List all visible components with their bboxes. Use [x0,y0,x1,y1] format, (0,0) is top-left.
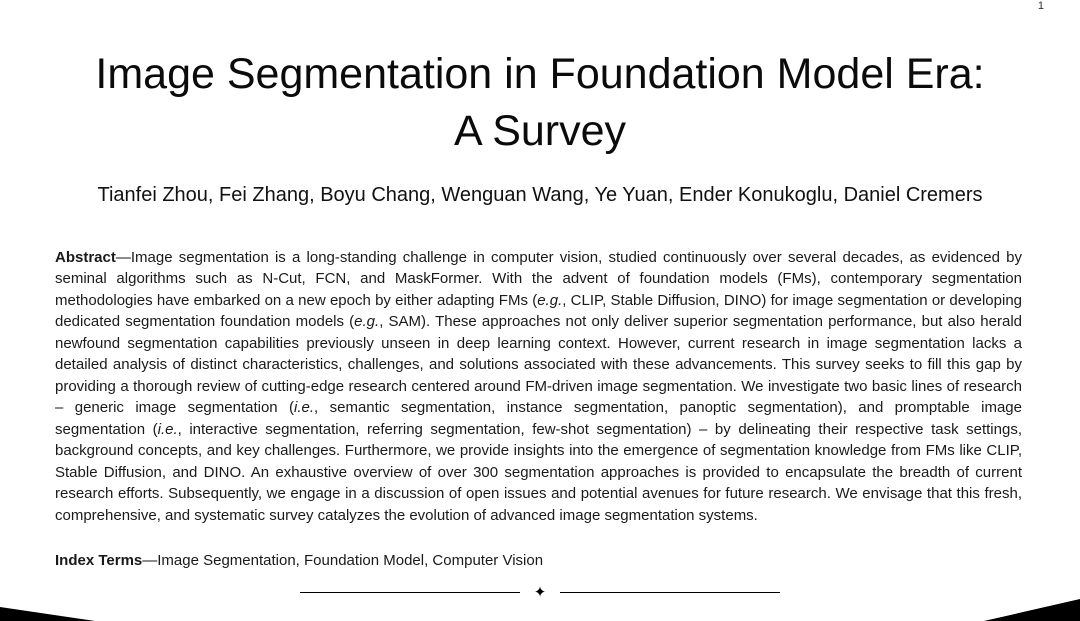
paper-title-line-1: Image Segmentation in Foundation Model Era: [95,50,985,98]
diamond-icon: ✦ [533,584,547,602]
authors-line: Tianfei Zhou, Fei Zhang, Boyu Chang, Wenguan Wang, Ye Yuan, Ender Konukoglu, Daniel Cremers [97,183,983,206]
page-number: 1 [1037,0,1044,12]
index-terms-line: Index Terms—Image Segmentation, Foundation Model, Computer Vision [55,552,544,570]
abstract-paragraph: Abstract—Image segmentation is a long-standing challenge in computer vision, studied continuously over several decades, as evidenced by seminal algorithms such as N-Cut, FCN, and MaskFormer. With the advent of foundation models (FMs), contemporary segmentation methodologies have embarked on a new epoch by either adapting FMs (e.g., CLIP, Stable Diffusion, DINO) for image segmentation or developing dedicated segmentation foundation models (e.g., SAM). These approaches not only deliver superior segmentation performance, but also herald newfound segmentation capabilities previously unseen in deep learning context. However, current research in image segmentation lacks a detailed analysis of distinct characteristics, challenges, and solutions associated with these advancements. This survey seeks to fill this gap by providing a thorough review of cutting-edge research centered around FM-driven image segmentation. We investigate two basic lines of research – generic image segmentation (i.e., semantic segmentation, instance segmentation, panoptic segmentation), and promptable image segmentation (i.e., interactive segmentation, referring segmentation, few-shot segmentation) – by delineating their respective task settings, background concepts, and key challenges. Furthermore, we provide insights into the emergence of segmentation knowledge from FMs like CLIP, Stable Diffusion, and DINO. An exhaustive overview of over 300 segmentation approaches is provided to encapsulate the breadth of current research efforts. Subsequently, we engage in a discussion of open issues and potential avenues for future research. We envisage that this fresh, comprehensive, and systematic survey catalyzes the evolution of advanced image segmentation systems. [55,248,1022,524]
divider-line-left [300,592,520,593]
scan-edge-right-icon [984,599,1080,621]
paper-title-line-2: A Survey [453,106,627,155]
section-divider [0,585,1080,600]
paper-title [20,46,1060,160]
divider-line-right [560,592,780,593]
scan-edge-left-icon [0,607,95,621]
